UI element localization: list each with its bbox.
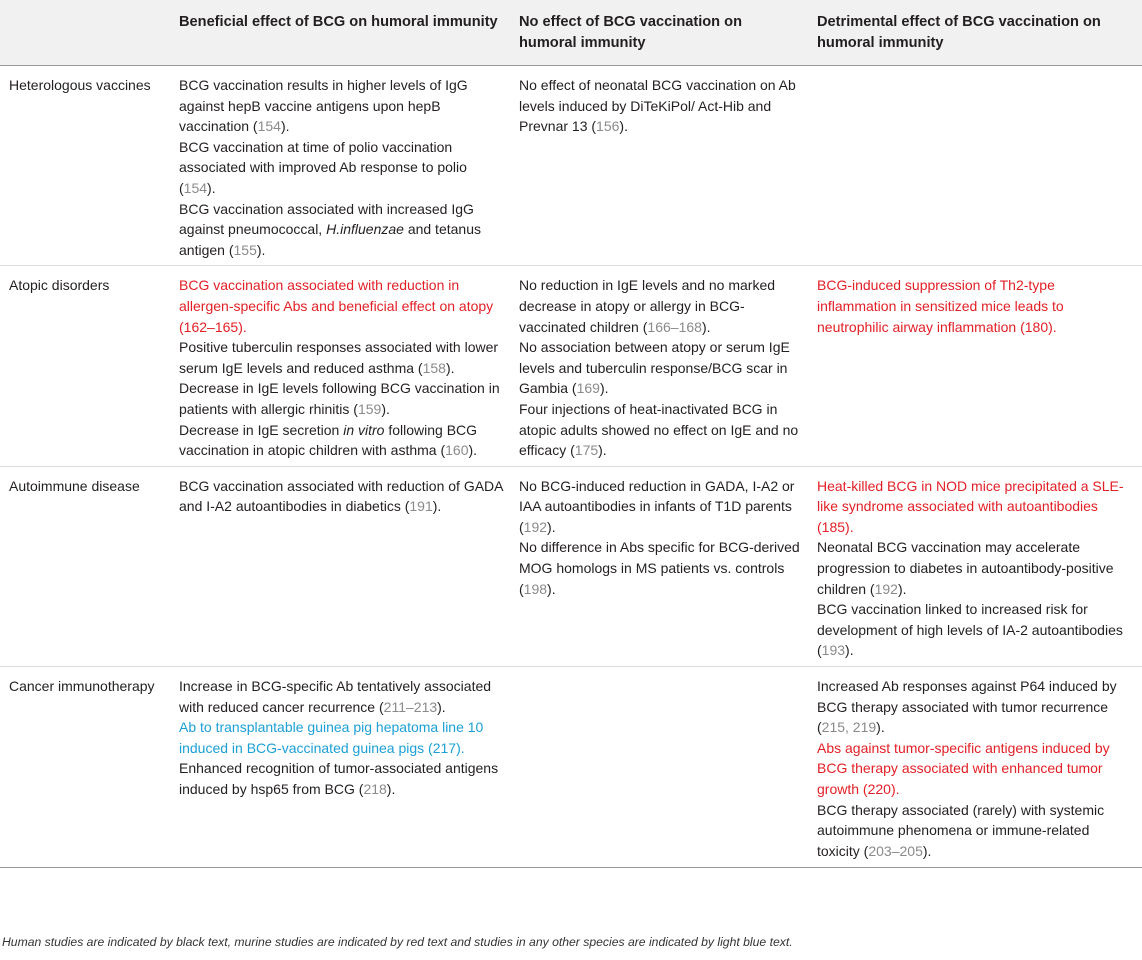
study-entry: Increase in BCG-specific Ab tentatively associated with reduced cancer recurrence (211–213).	[179, 678, 492, 715]
detrimental-cell	[808, 466, 1142, 666]
study-text: Decrease in IgE levels following BCG vaccination in patients with allergic rhinitis	[179, 380, 500, 417]
study-entry: BCG-induced suppression of Th2-type inflammation in sensitized mice leads to neutrophilic airway inflammation (180).	[817, 277, 1064, 335]
detrimental-cell	[808, 667, 1142, 868]
study-entry: No association between atopy or serum IgE levels and tuberculin response/BCG scar in Gambia (169).	[519, 339, 790, 397]
reference-link[interactable]: 180	[1024, 318, 1049, 335]
beneficial-cell	[170, 667, 510, 868]
study-text-continued: following BCG vaccination in atopic children with asthma	[179, 421, 478, 459]
reference-link[interactable]: 158	[422, 359, 446, 376]
reference-link[interactable]: 217	[432, 739, 457, 756]
beneficial-cell	[170, 66, 510, 266]
row-category: Atopic disorders	[0, 266, 170, 466]
study-text: Positive tuberculin responses associated with lower serum IgE levels and reduced asthma	[179, 339, 499, 376]
no-effect-cell	[510, 466, 808, 666]
study-entry: Decrease in IgE levels following BCG vaccination in patients with allergic rhinitis (159).	[179, 380, 500, 417]
reference-link[interactable]: 192	[874, 580, 898, 597]
study-text: Abs against tumor-specific antigens induced by BCG therapy associated with enhanced tumor growth	[817, 739, 1110, 797]
study-text: Heat-killed BCG in NOD mice precipitated a SLE-like syndrome associated with autoantibodies	[817, 477, 1124, 515]
row-category: Cancer immunotherapy	[0, 667, 170, 868]
reference-link[interactable]: 156	[596, 118, 620, 135]
study-text: BCG vaccination associated with reduction of GADA and I-A2 autoantibodies in diabetics	[179, 477, 503, 515]
study-text: Increase in BCG-specific Ab tentatively associated with reduced cancer recurrence	[179, 678, 492, 715]
study-entry: BCG vaccination associated with reduction of GADA and I-A2 autoantibodies in diabetics (191).	[179, 477, 503, 515]
reference-link[interactable]: 169	[576, 380, 600, 397]
study-text: Ab to transplantable guinea pig hepatoma line 10 induced in BCG-vaccinated guinea pigs	[179, 719, 484, 756]
beneficial-cell	[170, 266, 510, 466]
study-entry: Increased Ab responses against P64 induced by BCG therapy associated with tumor recurrence (215, 219).	[817, 678, 1117, 736]
study-text: Neonatal BCG vaccination may accelerate progression to diabetes in autoantibody-positive children	[817, 539, 1114, 597]
study-entry: Abs against tumor-specific antigens induced by BCG therapy associated with enhanced tumor growth (220).	[817, 739, 1110, 797]
no-effect-cell	[510, 667, 808, 868]
reference-link[interactable]: 211–213	[383, 698, 438, 715]
table-footnote: Human studies are indicated by black text, murine studies are indicated by red text and studies in any other species are indicated by light blue text.	[2, 935, 793, 949]
study-entry: BCG therapy associated (rarely) with systemic autoimmune phenomena or immune-related toxicity (203–205).	[817, 801, 1105, 859]
table-row	[0, 266, 1142, 466]
reference-link[interactable]: 166–168	[647, 318, 702, 335]
header-detrimental: Detrimental effect of BCG vaccination on humoral immunity	[808, 0, 1142, 66]
reference-link[interactable]: 218	[363, 781, 387, 797]
no-effect-cell	[510, 266, 808, 466]
study-entry: BCG vaccination results in higher levels of IgG against hepB vaccine antigens upon hepB vaccination (154).	[179, 77, 468, 135]
reference-link[interactable]: 160	[445, 442, 469, 459]
reference-link[interactable]: 162–165	[183, 318, 239, 335]
study-text: BCG vaccination associated with increased IgG against pneumococcal,	[179, 200, 474, 238]
study-text: BCG vaccination at time of polio vaccination associated with improved Ab response to polio	[179, 138, 467, 176]
study-text: BCG-induced suppression of Th2-type inflammation in sensitized mice leads to neutrophilic airway inflammation	[817, 277, 1064, 335]
study-text: BCG vaccination results in higher levels of IgG against hepB vaccine antigens upon hepB vaccination	[179, 77, 468, 135]
study-entry: Ab to transplantable guinea pig hepatoma line 10 induced in BCG-vaccinated guinea pigs (217).	[179, 719, 484, 756]
study-text: No difference in Abs specific for BCG-derived MOG homologs in MS patients vs. controls	[519, 539, 800, 577]
study-text: No effect of neonatal BCG vaccination on Ab levels induced by DiTeKiPol/ Act-Hib and Prevnar 13	[519, 77, 796, 135]
detrimental-cell	[808, 66, 1142, 266]
study-entry: BCG vaccination linked to increased risk for development of high levels of IA-2 autoantibodies (193).	[817, 601, 1123, 659]
study-entry: Positive tuberculin responses associated with lower serum IgE levels and reduced asthma (158).	[179, 339, 499, 376]
header-category	[0, 0, 170, 66]
study-italic-text: H.influenzae	[326, 221, 404, 238]
reference-link[interactable]: 193	[821, 642, 846, 659]
reference-link[interactable]: 215, 219	[821, 719, 877, 736]
detrimental-cell	[808, 266, 1142, 466]
reference-link[interactable]: 220	[867, 781, 891, 797]
study-text: Four injections of heat-inactivated BCG in atopic adults showed no effect on IgE and no efficacy	[519, 400, 799, 459]
study-entry: No BCG-induced reduction in GADA, I-A2 or IAA autoantibodies in infants of T1D parents (192).	[519, 477, 795, 535]
study-entry: Heat-killed BCG in NOD mice precipitated a SLE-like syndrome associated with autoantibodies (185).	[817, 477, 1124, 535]
reference-link[interactable]: 191	[409, 498, 433, 515]
study-italic-text: in vitro	[343, 421, 385, 438]
reference-link[interactable]: 192	[523, 518, 548, 535]
reference-link[interactable]: 159	[357, 400, 382, 417]
study-entry: Four injections of heat-inactivated BCG in atopic adults showed no effect on IgE and no efficacy (175).	[519, 400, 799, 459]
table-row	[0, 667, 1142, 868]
header-no-effect: No effect of BCG vaccination on humoral immunity	[510, 0, 808, 66]
row-category: Heterologous vaccines	[9, 77, 151, 93]
study-text: No association between atopy or serum IgE levels and tuberculin response/BCG scar in Gambia	[519, 339, 790, 397]
reference-link[interactable]: 175	[574, 442, 599, 459]
table-row	[0, 66, 1142, 266]
study-text: Enhanced recognition of tumor-associated antigens induced by hsp65 from BCG	[179, 760, 499, 797]
reference-link[interactable]: 154	[183, 179, 208, 196]
reference-link[interactable]: 198	[523, 580, 548, 597]
study-entry: BCG vaccination at time of polio vaccination associated with improved Ab response to polio (154).	[179, 138, 467, 196]
table-header	[0, 0, 1142, 66]
study-text: BCG therapy associated (rarely) with systemic autoimmune phenomena or immune-related toxicity	[817, 801, 1105, 859]
row-category: Autoimmune disease	[0, 466, 170, 666]
study-text: Decrease in IgE secretion	[179, 421, 340, 438]
reference-link[interactable]: 203–205	[868, 842, 923, 859]
no-effect-cell	[510, 66, 808, 266]
reference-link[interactable]: 185	[821, 518, 846, 535]
study-entry: No reduction in IgE levels and no marked decrease in atopy or allergy in BCG-vaccinated children (166–168).	[519, 277, 776, 335]
study-text-continued: and tetanus antigen	[179, 221, 481, 258]
study-entry: BCG vaccination associated with increased IgG against pneumococcal, H.influenzae and tetanus antigen (155).	[179, 200, 481, 258]
study-entry: Neonatal BCG vaccination may accelerate progression to diabetes in autoantibody-positive children (192).	[817, 539, 1114, 597]
table-row	[0, 466, 1142, 666]
reference-link[interactable]: 155	[233, 241, 257, 258]
study-entry: No difference in Abs specific for BCG-derived MOG homologs in MS patients vs. controls (198).	[519, 539, 800, 597]
study-entry: BCG vaccination associated with reduction in allergen-specific Abs and beneficial effect on atopy (162–165).	[179, 277, 494, 335]
study-entry: Enhanced recognition of tumor-associated antigens induced by hsp65 from BCG (218).	[179, 760, 499, 797]
study-entry: Decrease in IgE secretion in vitro following BCG vaccination in atopic children with asthma (160).	[179, 421, 478, 459]
header-beneficial: Beneficial effect of BCG on humoral immunity	[170, 0, 510, 66]
study-text: BCG vaccination linked to increased risk for development of high levels of IA-2 autoantibodies	[817, 601, 1123, 638]
study-text: BCG vaccination associated with reduction in allergen-specific Abs and beneficial effect on atopy	[179, 277, 494, 314]
table-body	[0, 66, 1142, 868]
study-entry: No effect of neonatal BCG vaccination on Ab levels induced by DiTeKiPol/ Act-Hib and Prevnar 13 (156).	[519, 77, 796, 135]
study-text: No BCG-induced reduction in GADA, I-A2 or IAA autoantibodies in infants of T1D parents	[519, 477, 795, 515]
reference-link[interactable]: 154	[257, 118, 281, 135]
study-text: No reduction in IgE levels and no marked decrease in atopy or allergy in BCG-vaccinated children	[519, 277, 776, 335]
beneficial-cell	[170, 466, 510, 666]
study-text: Increased Ab responses against P64 induced by BCG therapy associated with tumor recurrence	[817, 678, 1117, 715]
